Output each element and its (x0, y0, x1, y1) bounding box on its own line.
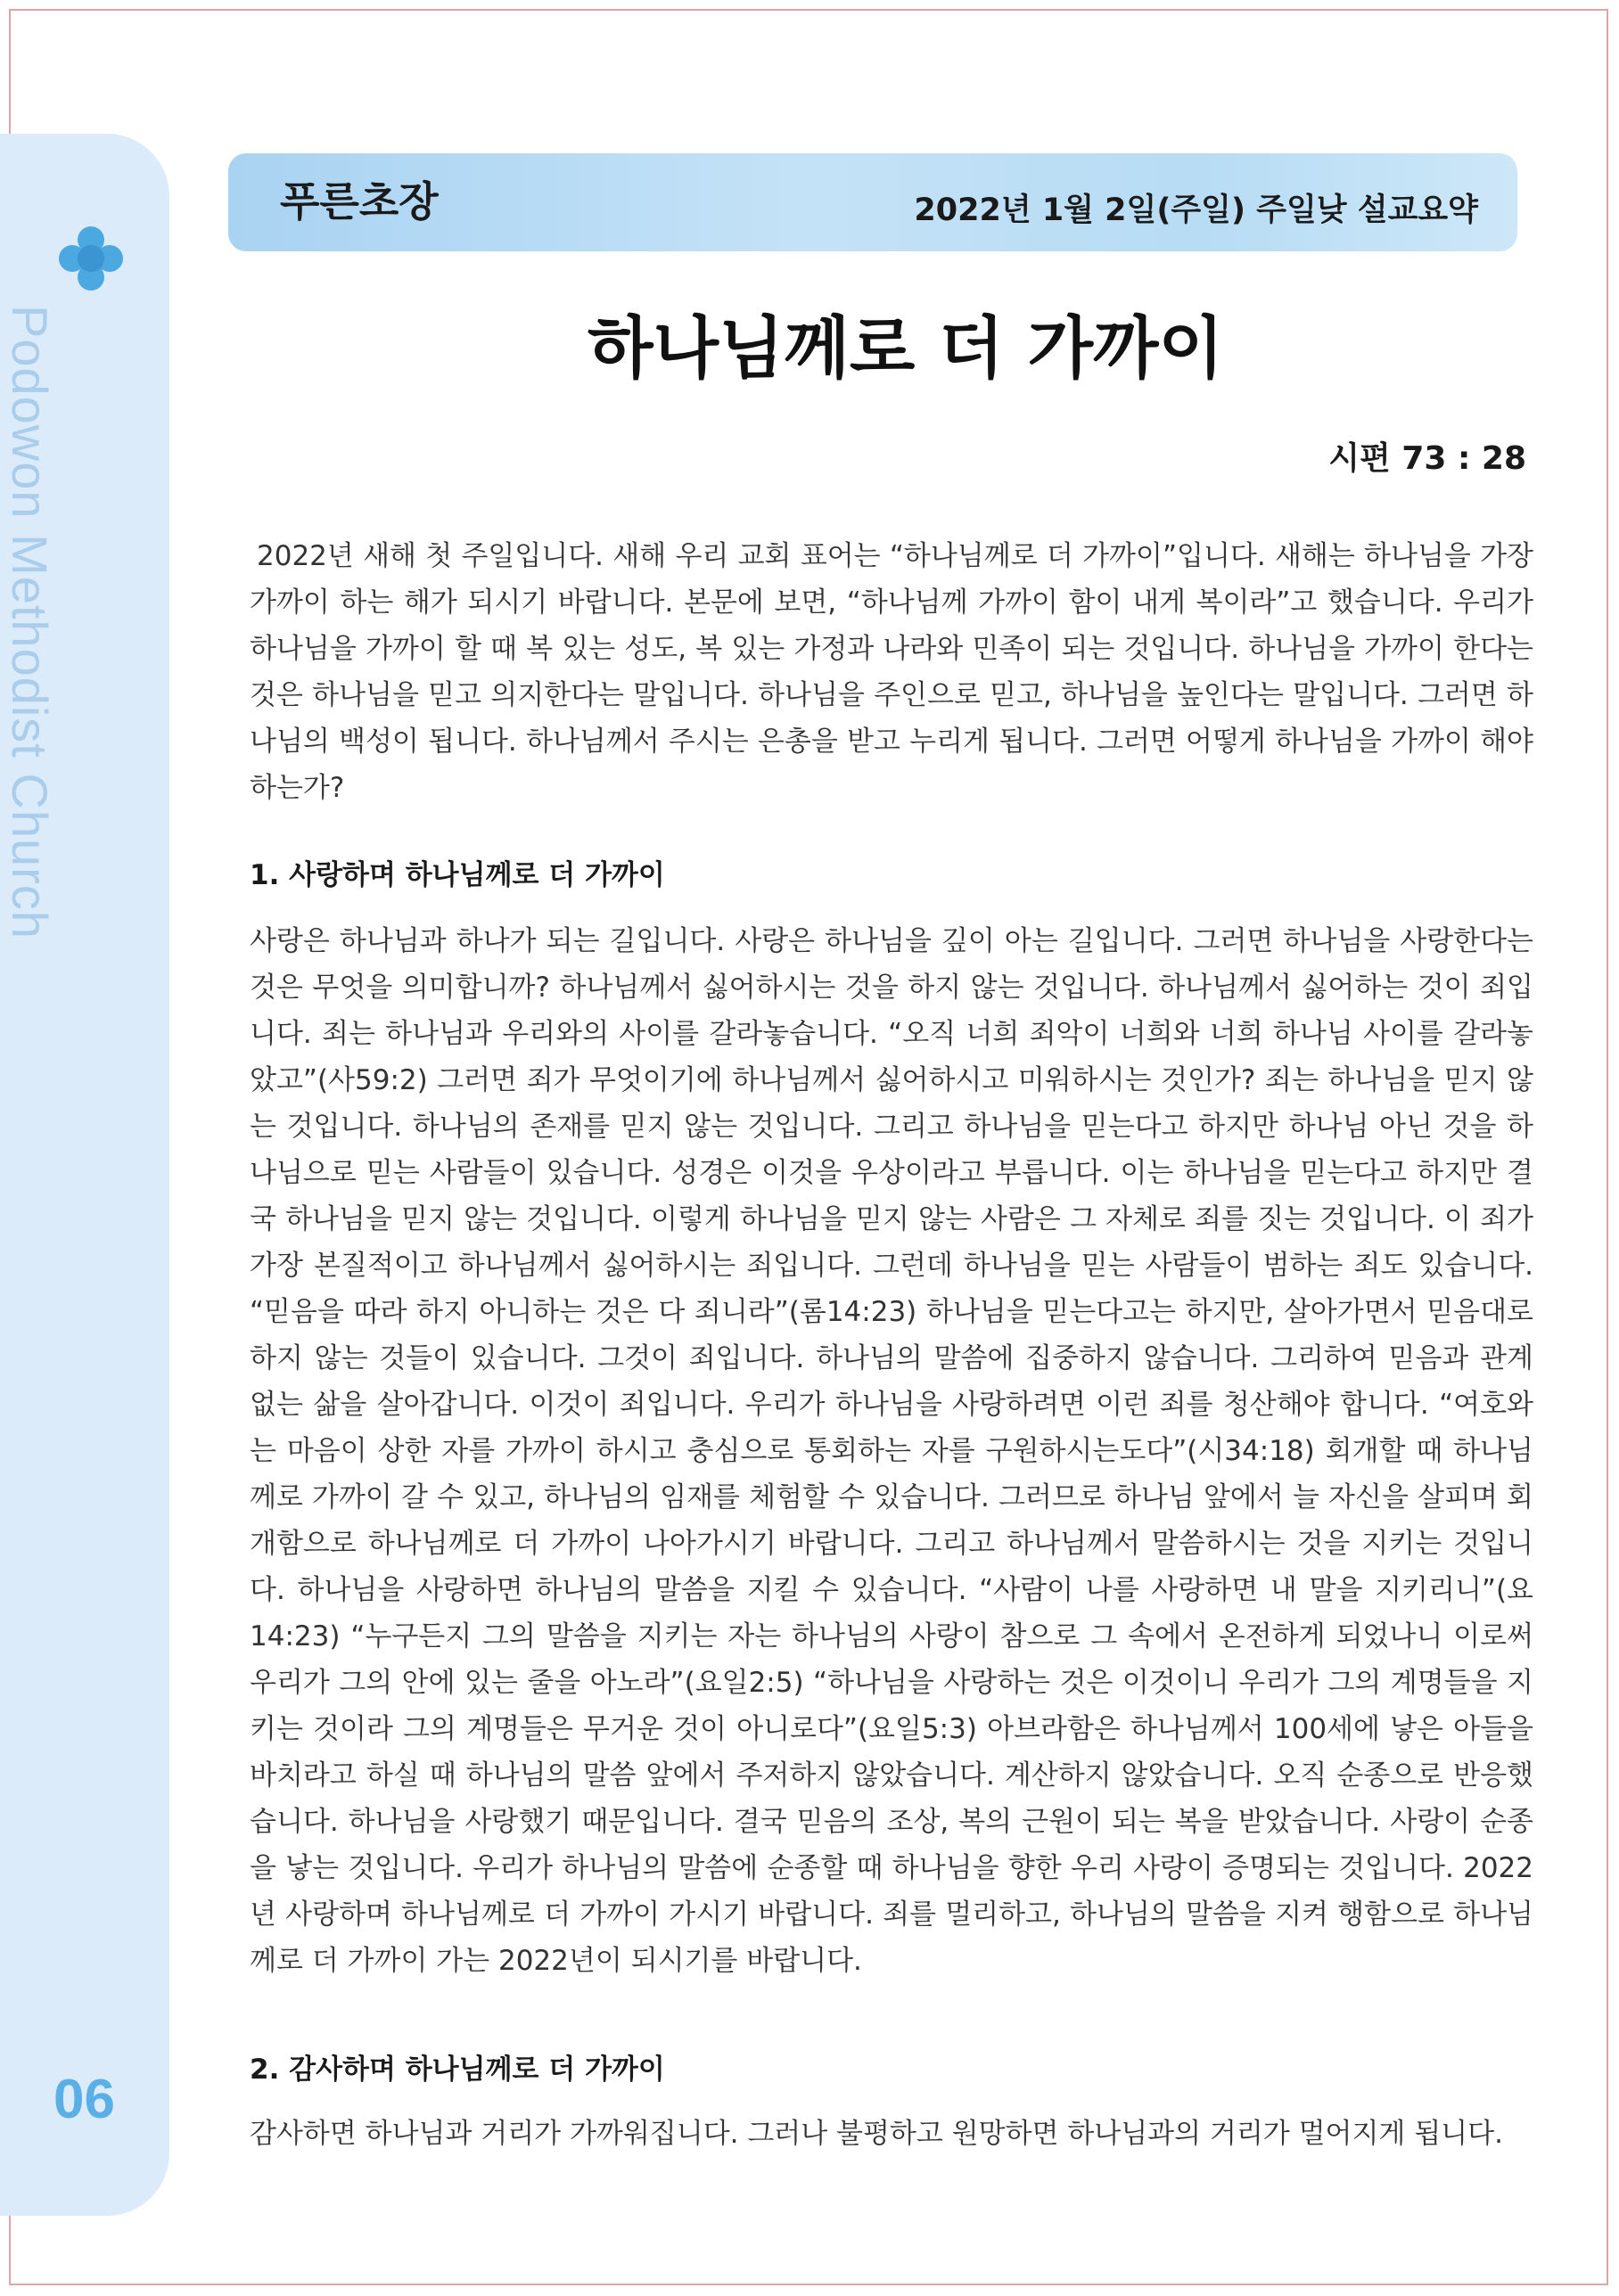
section-heading-2: 2. 감사하며 하나님께로 더 가까이 (250, 2054, 665, 2086)
intro-paragraph: 2022년 새해 첫 주일입니다. 새해 우리 교회 표어는 “하나님께로 더 가까이”입니다. 새해는 하나님을 가장 가까이 하는 해가 되시기 바랍니다. 본문에 보면, “하나님께 가까이 함이 내게 복이라”고 했습니다. 우리가 하나님을 가까이 할 때 복 있는 성도, 복 있는 가정과 나라와 민족이 되는 것입니다. 하나님을 가까이 한다는 것은 하나님을 믿고 의지한다는 말입니다. 하나님을 주인으로 믿고, 하나님을 높인다는 말입니다. 그러면 하나님의 백성이 됩니다. 하나님께서 주시는 은총을 받고 누리게 됩니다. 그러면 어떻게 하나님을 가까이 해야 하는가? (250, 540, 1533, 804)
sermon-title: 하나님께로 더 가까이 (588, 308, 1224, 388)
church-name-vertical: Podowon Methodist Church (2, 305, 58, 939)
section-title: 푸른초장 (280, 177, 439, 226)
section-body-1: 사랑은 하나님과 하나가 되는 길입니다. 사랑은 하나님을 깊이 아는 길입니다. 그러면 하나님을 사랑한다는 것은 무엇을 의미합니까? 하나님께서 싫어하시는 것을 하지 않는 것입니다. 하나님께서 싫어하는 것이 죄입니다. 죄는 하나님과 우리와의 사이를 갈라놓습니다. “오직 너희 죄악이 너희와 너희 하나님 사이를 갈라놓았고”(사59:2) 그러면 죄가 무엇이기에 하나님께서 싫어하시고 미워하시는 것인가? 죄는 하나님을 믿지 않는 것입니다. 하나님의 존재를 믿지 않는 것입니다. 그리고 하나님을 믿는다고 하지만 하나님 아닌 것을 하나님으로 믿는 사람들이 있습니다. 성경은 이것을 우상이라고 부릅니다. 이는 하나님을 믿는다고 하지만 결국 하나님을 믿지 않는 것입니다. 이렇게 하나님을 믿지 않는 사람은 그 자체로 죄를 짓는 것입니다. 이 죄가 가장 본질적이고 하나님께서 싫어하시는 죄입니다. 그런데 하나님을 믿는 사람들이 범하는 죄도 있습니다. “믿음을 따라 하지 아니하는 것은 다 죄니라”(롬14:23) 하나님을 믿는다고는 하지만, 살아가면서 믿음대로 하지 않는 것들이 있습니다. 그것이 죄입니다. 하나님의 말씀에 집중하지 않습니다. 그리하여 믿음과 관계 없는 삶을 살아갑니다. 이것이 죄입니다. 우리가 하나님을 사랑하려면 이런 죄를 청산해야 합니다. “여호와는 마음이 상한 자를 가까이 하시고 충심으로 통회하는 자를 구원하시는도다”(시34:18) 회개할 때 하나님께로 가까이 갈 수 있고, 하나님의 임재를 체험할 수 있습니다. 그러므로 하나님 앞에서 늘 자신을 살피며 회개함으로 하나님께로 더 가까이 나아가시기 바랍니다. 그리고 하나님께서 말씀하시는 것을 지키는 것입니다. 하나님을 사랑하면 하나님의 말씀을 지킬 수 있습니다. “사람이 나를 사랑하면 내 말을 지키리니”(요14:23) “누구든지 그의 말씀을 지키는 자는 하나님의 사랑이 참으로 그 속에서 온전하게 되었나니 이로써 우리가 그의 안에 있는 줄을 아노라”(요일2:5) “하나님을 사랑하는 것은 이것이니 우리가 그의 계명들을 지키는 것이라 그의 계명들은 무거운 것이 아니로다”(요일5:3) 아브라함은 하나님께서 100세에 낳은 아들을 바치라고 하실 때 하나님의 말씀 앞에서 주저하지 않았습니다. 계산하지 않았습니다. 오직 순종으로 반응했습니다. 하나님을 사랑했기 때문입니다. 결국 믿음의 조상, 복의 근원이 되는 복을 받았습니다. 사랑이 순종을 낳는 것입니다. 우리가 하나님의 말씀에 순종할 때 하나님을 향한 우리 사랑이 증명되는 것입니다. 2022년 사랑하며 하나님께로 더 가까이 가시기 바랍니다. 죄를 멀리하고, 하나님의 말씀을 지켜 행함으로 하나님께로 더 가까이 가는 2022년이 되시기를 바랍니다. (250, 925, 1533, 1977)
section-heading-1: 1. 사랑하며 하나님께로 더 가까이 (250, 859, 665, 891)
scripture-reference: 시편 73 : 28 (1328, 440, 1526, 477)
header-banner (228, 153, 1517, 251)
section-body-2: 감사하면 하나님과 거리가 가까워집니다. 그러나 불평하고 원망하면 하나님과의 거리가 멀어지게 됩니다. (250, 2118, 1503, 2150)
four-dot-cross-icon (59, 226, 123, 291)
sermon-date: 2022년 1월 2일(주일) 주일낮 설교요약 (914, 193, 1478, 228)
page-number: 06 (53, 2069, 115, 2130)
